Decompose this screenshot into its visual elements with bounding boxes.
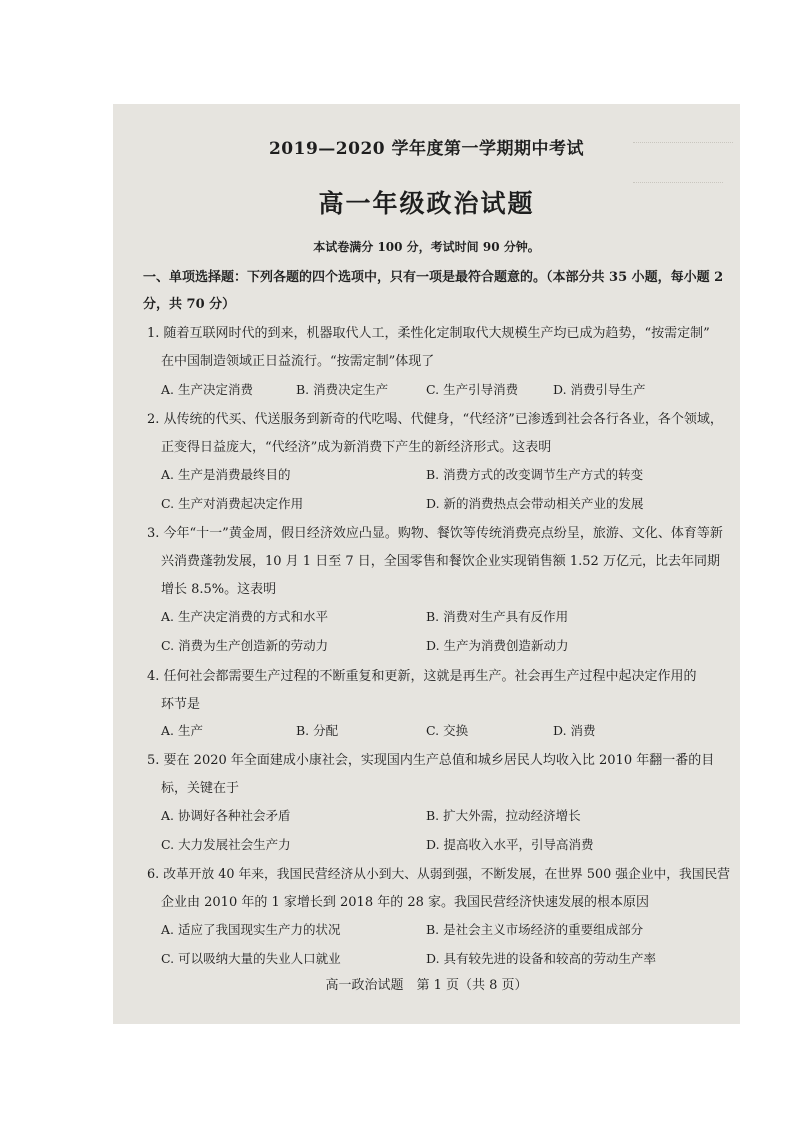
exam-title: 2019—2020 学年度第一学期期中考试 [268,139,585,159]
question-2-option-c: C. 生产对消费起决定作用 [161,496,304,511]
section-heading-line1: 一、单项选择题：下列各题的四个选项中，只有一项是最符合题意的。（本部分共 35 小题，每小题 2 [143,270,724,285]
question-3-stem-line2: 兴消费蓬勃发展，10 月 1 日至 7 日，全国零售和餐饮企业实现销售额 1.52 万亿元，比去年同期 [161,554,720,569]
exam-note: 本试卷满分 100 分，考试时间 90 分钟。 [313,240,540,254]
question-1-stem-line2: 在中国制造领域正日益流行。“按需定制”体现了 [161,354,435,369]
question-1-option-d: D. 消费引导生产 [553,382,646,397]
question-1-option-a: A. 生产决定消费 [161,382,253,397]
exam-page [113,104,740,1024]
question-2-stem-line1: 2. 从传统的代买、代送服务到新奇的代吃喝、代健身，“代经济”已渗透到社会各行各业，各个领域， [147,412,723,427]
question-2-stem-line2: 正变得日益庞大，“代经济”成为新消费下产生的新经济形式。这表明 [161,440,552,455]
question-6-option-b: B. 是社会主义市场经济的重要组成部分 [426,922,644,937]
question-5-stem-line1: 5. 要在 2020 年全面建成小康社会，实现国内生产总值和城乡居民人均收入比 2010 年翻一番的目 [147,753,715,768]
bleed-through-mark [633,170,723,183]
question-2-option-b: B. 消费方式的改变调节生产方式的转变 [426,467,644,482]
question-4-option-a: A. 生产 [161,723,203,738]
question-6-stem-line1: 6. 改革开放 40 年来，我国民营经济从小到大、从弱到强，不断发展，在世界 500 强企业中，我国民营 [147,867,730,882]
question-4-option-b: B. 分配 [296,723,339,738]
question-2-option-a: A. 生产是消费最终目的 [161,467,291,482]
question-6-option-c: C. 可以吸纳大量的失业人口就业 [161,951,341,966]
question-5-option-a: A. 协调好各种社会矛盾 [161,808,291,823]
question-5-option-b: B. 扩大外需，拉动经济增长 [426,808,581,823]
question-3-stem-line1: 3. 今年“十一”黄金周，假日经济效应凸显。购物、餐饮等传统消费亮点纷呈，旅游、文化、体育等新 [147,526,723,541]
question-4-option-c: C. 交换 [426,723,469,738]
question-1-option-c: C. 生产引导消费 [426,382,519,397]
question-3-option-c: C. 消费为生产创造新的劳动力 [161,638,329,653]
question-2-option-d: D. 新的消费热点会带动相关产业的发展 [426,496,644,511]
exam-subject: 高一年级政治试题 [318,189,535,218]
question-6-option-a: A. 适应了我国现实生产力的状况 [161,922,341,937]
section-heading-line2: 分，共 70 分） [143,297,236,312]
question-5-option-d: D. 提高收入水平，引导高消费 [426,837,594,852]
question-1-stem-line1: 1. 随着互联网时代的到来，机器取代人工，柔性化定制取代大规模生产均已成为趋势，“按需定制” [147,326,710,341]
question-3-option-a: A. 生产决定消费的方式和水平 [161,609,328,624]
question-4-stem-line1: 4. 任何社会都需要生产过程的不断重复和更新，这就是再生产。社会再生产过程中起决定作用的 [147,669,697,684]
question-6-stem-line2: 企业由 2010 年的 1 家增长到 2018 年的 28 家。我国民营经济快速发展的根本原因 [161,895,650,910]
question-4-option-d: D. 消费 [553,723,596,738]
question-3-option-d: D. 生产为消费创造新动力 [426,638,569,653]
page-footer: 高一政治试题 第 1 页（共 8 页） [325,978,528,993]
question-5-option-c: C. 大力发展社会生产力 [161,837,291,852]
question-5-stem-line2: 标，关键在于 [161,781,240,796]
question-3-stem-line3: 增长 8.5%。这表明 [161,582,277,597]
question-1-option-b: B. 消费决定生产 [296,382,389,397]
question-6-option-d: D. 具有较先进的设备和较高的劳动生产率 [426,951,657,966]
question-4-stem-line2: 环节是 [161,697,201,712]
question-3-option-b: B. 消费对生产具有反作用 [426,609,569,624]
